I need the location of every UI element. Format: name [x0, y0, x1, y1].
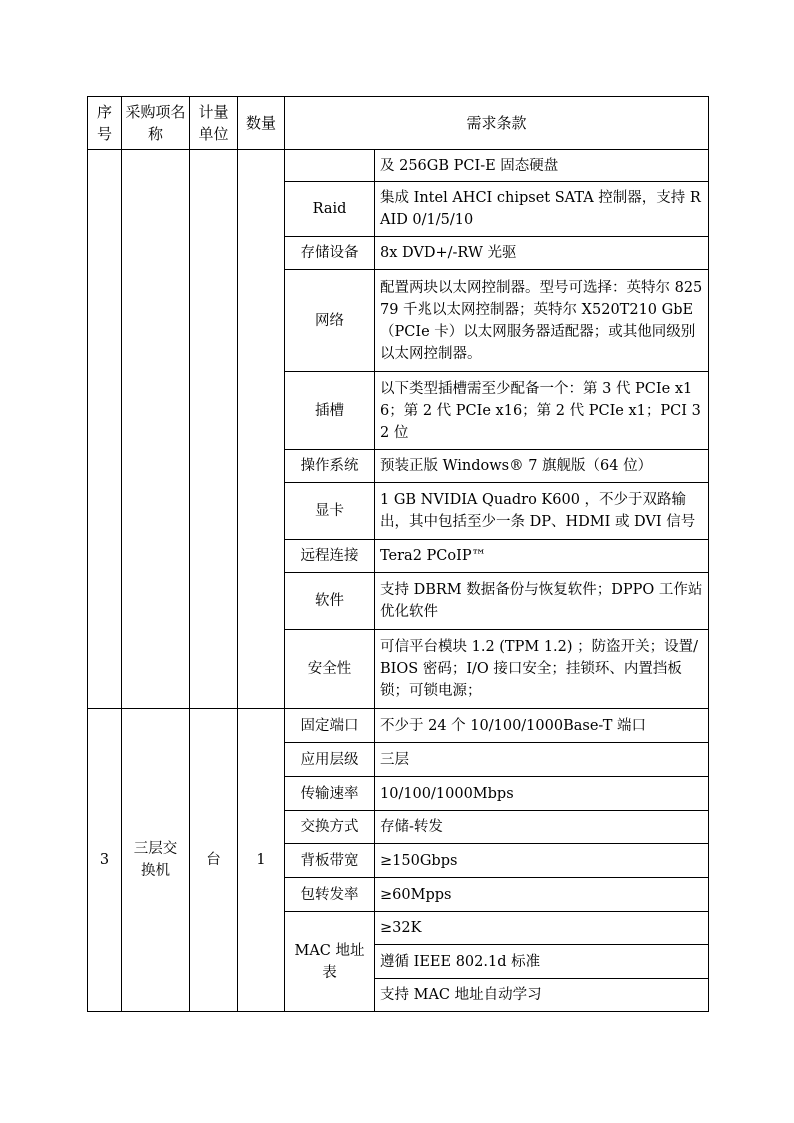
item-seq: 3: [88, 709, 122, 1012]
requirements-table: [87, 96, 709, 1012]
spec-text: 支持 DBRM 数据备份与恢复软件；DPPO 工作站优化软件: [375, 573, 709, 630]
spec-row: [88, 709, 709, 743]
spec-text: 三层: [375, 743, 709, 777]
spec-label: 远程连接: [285, 540, 375, 573]
spec-label: 包转发率: [285, 878, 375, 912]
spec-text: ≥32K: [375, 912, 709, 945]
spec-label: 软件: [285, 573, 375, 630]
spec-text: 1 GB NVIDIA Quadro K600 ，不少于双路输出，其中包括至少一条 DP、HDMI 或 DVI 信号: [375, 483, 709, 540]
prev-qty-cell: [238, 150, 285, 709]
item-unit: 台: [190, 709, 238, 1012]
spec-text: 10/100/1000Mbps: [375, 777, 709, 811]
header-qty: 数量: [238, 97, 285, 150]
spec-text: 及 256GB PCI-E 固态硬盘: [375, 150, 709, 182]
spec-text: 遵循 IEEE 802.1d 标准: [375, 945, 709, 979]
prev-unit-cell: [190, 150, 238, 709]
header-row: [88, 97, 709, 150]
spec-label: 网络: [285, 270, 375, 372]
spec-text: 集成 Intel AHCI chipset SATA 控制器，支持 RAID 0/1/5/10: [375, 182, 709, 237]
spec-text: 存储-转发: [375, 811, 709, 844]
header-seq: 序号: [88, 97, 122, 150]
spec-text: 配置两块以太网控制器。型号可选择：英特尔 82579 千兆以太网控制器；英特尔 X520T210 GbE（PCIe 卡）以太网服务器适配器；或其他同级别以太网控制器。: [375, 270, 709, 372]
spec-text: 不少于 24 个 10/100/1000Base-T 端口: [375, 709, 709, 743]
spec-label: 安全性: [285, 630, 375, 709]
spec-label: Raid: [285, 182, 375, 237]
spec-label: 应用层级: [285, 743, 375, 777]
header-name: 采购项名称: [122, 97, 190, 150]
spec-text: 支持 MAC 地址自动学习: [375, 979, 709, 1012]
prev-seq-cell: [88, 150, 122, 709]
spec-text: ≥150Gbps: [375, 844, 709, 878]
spec-text: 8x DVD+/-RW 光驱: [375, 237, 709, 270]
spec-text: 预装正版 Windows® 7 旗舰版（64 位）: [375, 450, 709, 483]
spec-label: [285, 150, 375, 182]
spec-label: 固定端口: [285, 709, 375, 743]
spec-label: 传输速率: [285, 777, 375, 811]
spec-label: 背板带宽: [285, 844, 375, 878]
spec-row: [88, 150, 709, 182]
spec-label: 交换方式: [285, 811, 375, 844]
spec-label: 显卡: [285, 483, 375, 540]
spec-text: 以下类型插槽需至少配备一个：第 3 代 PCIe x16；第 2 代 PCIe x16；第 2 代 PCIe x1；PCI 32 位: [375, 372, 709, 450]
header-requirements: 需求条款: [285, 97, 709, 150]
spec-label: 操作系统: [285, 450, 375, 483]
spec-label: 插槽: [285, 372, 375, 450]
item-qty: 1: [238, 709, 285, 1012]
prev-name-cell: [122, 150, 190, 709]
item-name: 三层交换机: [122, 709, 190, 1012]
spec-label-mac: MAC 地址表: [285, 912, 375, 1012]
header-unit: 计量单位: [190, 97, 238, 150]
spec-text: ≥60Mpps: [375, 878, 709, 912]
spec-label: 存储设备: [285, 237, 375, 270]
spec-text: 可信平台模块 1.2 (TPM 1.2) ；防盗开关；设置/BIOS 密码；I/O 接口安全；挂锁环、内置挡板锁；可锁电源；: [375, 630, 709, 709]
spec-text: Tera2 PCoIP™: [375, 540, 709, 573]
